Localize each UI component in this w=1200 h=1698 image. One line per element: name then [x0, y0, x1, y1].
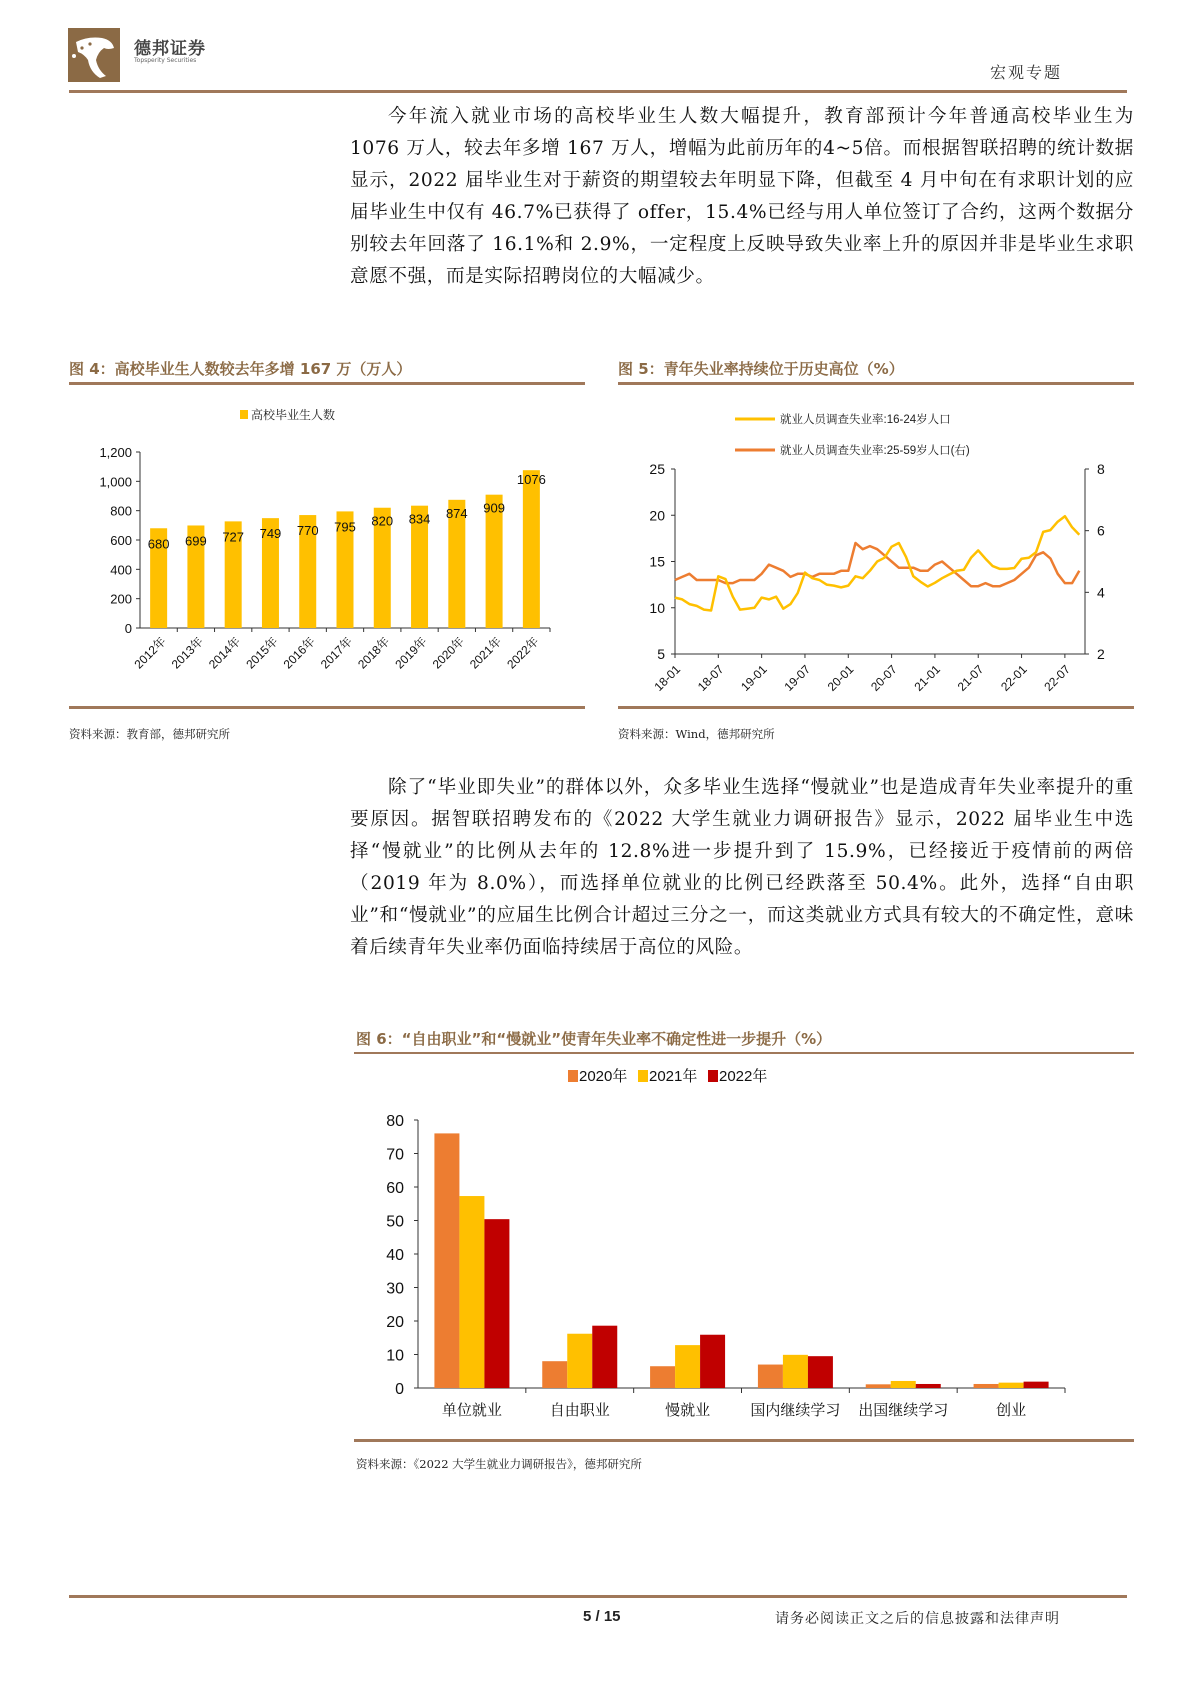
svg-text:1,200: 1,200 — [99, 445, 132, 460]
bar — [434, 1133, 459, 1388]
svg-text:20-01: 20-01 — [824, 662, 857, 694]
svg-text:21-01: 21-01 — [911, 662, 944, 694]
svg-text:2022年: 2022年 — [504, 634, 542, 672]
disclaimer-note: 请务必阅读正文之后的信息披露和法律声明 — [775, 1611, 1060, 1627]
svg-text:自由职业: 自由职业 — [549, 1402, 610, 1419]
svg-text:19-01: 19-01 — [738, 662, 770, 694]
svg-text:19-07: 19-07 — [781, 662, 814, 694]
svg-text:创业: 创业 — [996, 1402, 1027, 1419]
svg-text:10: 10 — [386, 1347, 404, 1365]
svg-text:4: 4 — [1097, 584, 1105, 601]
figure-5-title: 图 5：青年失业率持续位于历史高位（%） — [618, 360, 904, 378]
svg-text:慢就业: 慢就业 — [665, 1402, 711, 1419]
data-label: 770 — [296, 523, 319, 539]
bar — [459, 1196, 484, 1388]
svg-text:2017年: 2017年 — [317, 634, 356, 672]
legend-swatch — [240, 410, 248, 419]
svg-text:30: 30 — [386, 1280, 404, 1298]
svg-text:2015年: 2015年 — [243, 634, 281, 672]
bar — [592, 1326, 617, 1388]
figure-4-title: 图 4：高校毕业生人数较去年多增 167 万（万人） — [69, 360, 412, 378]
data-label: 727 — [222, 529, 245, 545]
brand-name-en: Topsperity Securities — [134, 57, 197, 64]
brand-name: 德邦证券 — [134, 39, 206, 59]
bar — [758, 1365, 783, 1388]
svg-text:40: 40 — [386, 1247, 404, 1264]
figure-5-bottom-rule — [618, 706, 1134, 709]
bar — [783, 1355, 808, 1388]
header-divider — [69, 90, 1127, 93]
bar — [974, 1384, 999, 1388]
series-16-24 — [675, 516, 1079, 610]
leopard-logo-icon — [68, 28, 120, 82]
data-label: 834 — [408, 511, 431, 527]
svg-text:80: 80 — [386, 1113, 404, 1130]
series-25-59 — [675, 543, 1079, 586]
bar — [567, 1334, 592, 1388]
figure-4-bar-chart — [60, 390, 590, 705]
bar — [891, 1381, 916, 1388]
svg-text:20: 20 — [386, 1314, 404, 1331]
svg-text:8: 8 — [1097, 461, 1105, 477]
figure-5-source: 资料来源：Wind，德邦研究所 — [618, 727, 775, 741]
svg-text:20: 20 — [649, 507, 665, 524]
figure-4-bottom-rule — [69, 706, 585, 709]
figure-6-title: 图 6：“自由职业”和“慢就业”使青年失业率不确定性进一步提升（%） — [356, 1030, 832, 1048]
svg-text:2022年: 2022年 — [719, 1068, 768, 1085]
svg-text:15: 15 — [649, 553, 665, 570]
figure-5-top-rule — [618, 382, 1134, 385]
svg-text:1,000: 1,000 — [99, 474, 132, 490]
svg-text:400: 400 — [110, 562, 132, 578]
svg-text:2021年: 2021年 — [466, 634, 505, 672]
bar — [484, 1219, 509, 1388]
svg-text:21-07: 21-07 — [954, 662, 987, 694]
paragraph-2: 除了“毕业即失业”的群体以外，众多毕业生选择“慢就业”也是造成青年失业率提升的重要原因。据智联招聘发布的《2022 大学生就业力调研报告》显示，2022 届毕业生中选择“慢就业”的比例从去年的 12.8%进一步提升到了 15.9%，已经接近于疫情前的两倍（2019 年为 8.0%），而选择单位就业的比例已经跌落至 50.4%。此外，选择“自由职业”和“慢就业”的应届生比例合计超过三分之一，而这类就业方式具有较大的不确定性，意味着后续青年失业率仍面临持续居于高位的风险。 — [350, 777, 1134, 958]
svg-text:22-07: 22-07 — [1041, 662, 1074, 694]
bar — [542, 1361, 567, 1388]
svg-text:就业人员调查失业率:16-24岁人口: 就业人员调查失业率:16-24岁人口 — [780, 414, 951, 426]
svg-text:单位就业: 单位就业 — [441, 1402, 502, 1419]
svg-text:2018年: 2018年 — [355, 634, 393, 672]
figure-6-top-rule — [354, 1052, 1134, 1054]
svg-text:6: 6 — [1097, 522, 1105, 539]
svg-text:0: 0 — [124, 621, 132, 636]
svg-text:2012年: 2012年 — [131, 634, 169, 672]
svg-text:18-07: 18-07 — [694, 662, 727, 694]
bar — [866, 1384, 891, 1388]
data-label: 874 — [445, 505, 468, 521]
figure-6-source: 资料来源：《2022 大学生就业力调研报告》，德邦研究所 — [356, 1457, 642, 1471]
bar — [675, 1345, 700, 1388]
data-label: 680 — [147, 536, 170, 552]
svg-text:200: 200 — [110, 591, 132, 607]
svg-text:25: 25 — [649, 461, 665, 477]
svg-text:2020年: 2020年 — [579, 1068, 628, 1085]
footer-divider — [69, 1595, 1127, 1598]
svg-text:20-07: 20-07 — [868, 662, 900, 694]
svg-text:国内继续学习: 国内继续学习 — [750, 1402, 841, 1419]
svg-text:60: 60 — [386, 1180, 404, 1197]
svg-text:2019年: 2019年 — [392, 634, 430, 672]
svg-text:600: 600 — [110, 533, 132, 548]
svg-text:22-01: 22-01 — [998, 662, 1030, 694]
svg-text:800: 800 — [110, 503, 132, 519]
legend-label: 高校毕业生人数 — [251, 408, 336, 422]
svg-text:出国继续学习: 出国继续学习 — [858, 1402, 949, 1419]
bar — [650, 1366, 675, 1388]
data-label: 795 — [334, 519, 356, 535]
bar — [1024, 1382, 1049, 1388]
figure-6-bottom-rule — [354, 1439, 1134, 1442]
data-label: 820 — [371, 513, 394, 529]
svg-text:70: 70 — [386, 1146, 404, 1164]
bar — [999, 1383, 1024, 1388]
svg-text:10: 10 — [649, 599, 665, 616]
svg-text:50: 50 — [386, 1213, 404, 1231]
svg-text:5: 5 — [657, 646, 665, 662]
figure-4-top-rule — [69, 382, 585, 385]
svg-text:2016年: 2016年 — [280, 634, 318, 672]
svg-text:2020年: 2020年 — [429, 634, 467, 672]
data-label: 1076 — [516, 472, 546, 488]
figure-6-grouped-bar-chart — [350, 1060, 1140, 1435]
svg-text:18-01: 18-01 — [651, 662, 684, 694]
data-label: 699 — [185, 533, 207, 549]
figure-4-source: 资料来源：教育部，德邦研究所 — [69, 727, 230, 741]
svg-text:2: 2 — [1097, 646, 1105, 662]
bar — [808, 1356, 833, 1388]
data-label: 749 — [259, 526, 282, 542]
bar — [916, 1384, 941, 1388]
page-number: 5 / 15 — [583, 1608, 621, 1625]
data-label: 909 — [483, 500, 505, 516]
section-label: 宏观专题 — [990, 63, 1063, 82]
svg-text:2014年: 2014年 — [206, 634, 244, 672]
bar — [700, 1335, 725, 1388]
figure-5-line-chart — [610, 390, 1140, 705]
bar — [523, 470, 540, 628]
svg-text:就业人员调查失业率:25-59岁人口(右): 就业人员调查失业率:25-59岁人口(右) — [780, 445, 970, 457]
svg-text:2021年: 2021年 — [649, 1068, 698, 1085]
svg-text:0: 0 — [395, 1381, 404, 1398]
paragraph-1: 今年流入就业市场的高校毕业生人数大幅提升，教育部预计今年普通高校毕业生为 1076 万人，较去年多增 167 万人，增幅为此前历年的4~5倍。而根据智联招聘的统计数据显示，2022 届毕业生对于薪资的期望较去年明显下降，但截至 4 月中旬在有求职计划的应届毕业生中仅有 46.7%已获得了 offer，15.4%已经与用人单位签订了合约，这两个数据分别较去年回落了 16.1%和 2.9%，一定程度上反映导致失业率上升的原因并非是毕业生求职意愿不强，而是实际招聘岗位的大幅减少。 — [350, 106, 1134, 287]
svg-text:2013年: 2013年 — [168, 634, 207, 672]
brand-logo — [68, 28, 120, 82]
